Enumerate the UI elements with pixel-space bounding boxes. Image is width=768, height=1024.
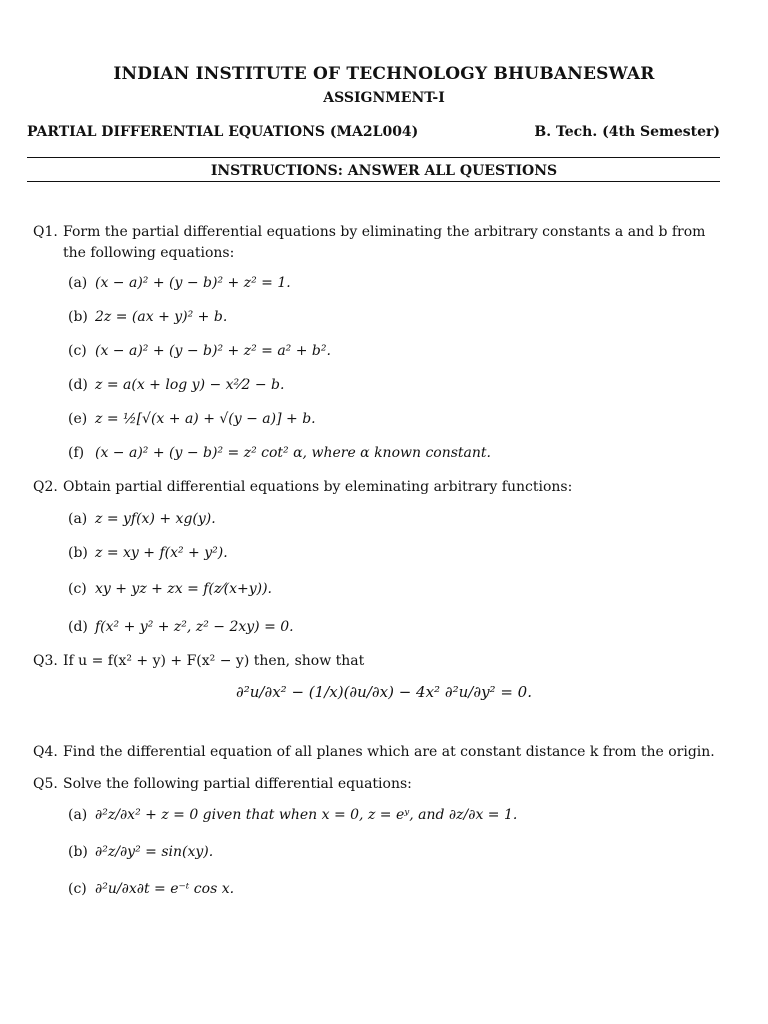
question-number: Q4. [33,744,58,760]
question-5 [33,774,723,795]
item-expression: (x − a)² + (y − b)² + z² = 1. [95,275,291,291]
q5-item-a [68,807,517,823]
q2-item-d [68,619,294,635]
item-expression: (x − a)² + (y − b)² = z² cot² α, where α known constant. [95,445,491,461]
course-title: PARTIAL DIFFERENTIAL EQUATIONS (MA2L004) [27,124,419,140]
question-3 [33,651,723,672]
item-label: (b) [68,545,88,561]
question-text: Solve the following partial differential equations: [63,776,412,792]
item-label: (a) [68,511,88,527]
institute-title: INDIAN INSTITUTE OF TECHNOLOGY BHUBANESWAR [113,64,655,84]
item-expression: z = xy + f(x² + y²). [95,545,228,561]
bottom-rule [27,181,720,182]
q1-item-b [68,309,227,325]
item-label: (c) [68,881,87,897]
question-text: If u = f(x² + y) + F(x² − y) then, show that [63,653,365,669]
display-equation: ∂²u/∂x² − (1/x)(∂u/∂x) − 4x² ∂²u/∂y² = 0. [235,683,532,701]
item-label: (d) [68,377,88,393]
question-number: Q5. [33,776,58,792]
q2-item-b [68,545,228,561]
item-expression: z = ½[√(x + a) + √(y − a)] + b. [95,411,316,427]
item-label: (e) [68,411,88,427]
item-expression: xy + yz + zx = f(z⁄(x+y)). [95,581,272,597]
question-number: Q1. [33,224,58,240]
instructions-banner: INSTRUCTIONS: ANSWER ALL QUESTIONS [210,163,558,179]
question-text: Find the differential equation of all planes which are at constant distance k from the origin. [63,744,715,760]
question-1 [33,222,723,264]
item-label: (f) [68,445,85,461]
item-expression: ∂²u/∂x∂t = e⁻ᵗ cos x. [95,881,235,897]
q5-item-c [68,881,234,897]
item-expression: ∂²z/∂x² + z = 0 given that when x = 0, z = eʸ, and ∂z/∂x = 1. [95,807,518,823]
item-label: (d) [68,619,88,635]
item-expression: 2z = (ax + y)² + b. [95,309,228,325]
question-2 [33,477,723,498]
item-expression: f(x² + y² + z², z² − 2xy) = 0. [95,619,294,635]
top-rule [27,157,720,158]
q1-item-a [68,275,291,291]
question-text: Obtain partial differential equations by eleminating arbitrary functions: [63,479,573,495]
item-expression: ∂²z/∂y² = sin(xy). [95,844,214,860]
semester-label: B. Tech. (4th Semester) [534,124,720,140]
q2-item-c [68,581,272,597]
assignment-title: ASSIGNMENT-I [323,90,445,106]
item-label: (c) [68,581,87,597]
q2-item-a [68,511,216,527]
q1-item-d [68,377,284,393]
item-label: (a) [68,275,88,291]
q1-item-c [68,343,331,359]
item-expression: z = a(x + log y) − x²⁄2 − b. [95,377,285,393]
item-label: (b) [68,309,88,325]
question-number: Q2. [33,479,58,495]
question-number: Q3. [33,653,58,669]
item-expression: (x − a)² + (y − b)² + z² = a² + b². [95,343,331,359]
item-expression: z = yf(x) + xg(y). [95,511,216,527]
question-text: Form the partial differential equations by eliminating the arbitrary constants a and b from the following equations: [63,224,706,261]
item-label: (c) [68,343,87,359]
question-4 [33,742,723,763]
q5-item-b [68,844,213,860]
item-label: (a) [68,807,88,823]
q1-item-e [68,411,316,427]
item-label: (b) [68,844,88,860]
q1-item-f [68,445,491,461]
